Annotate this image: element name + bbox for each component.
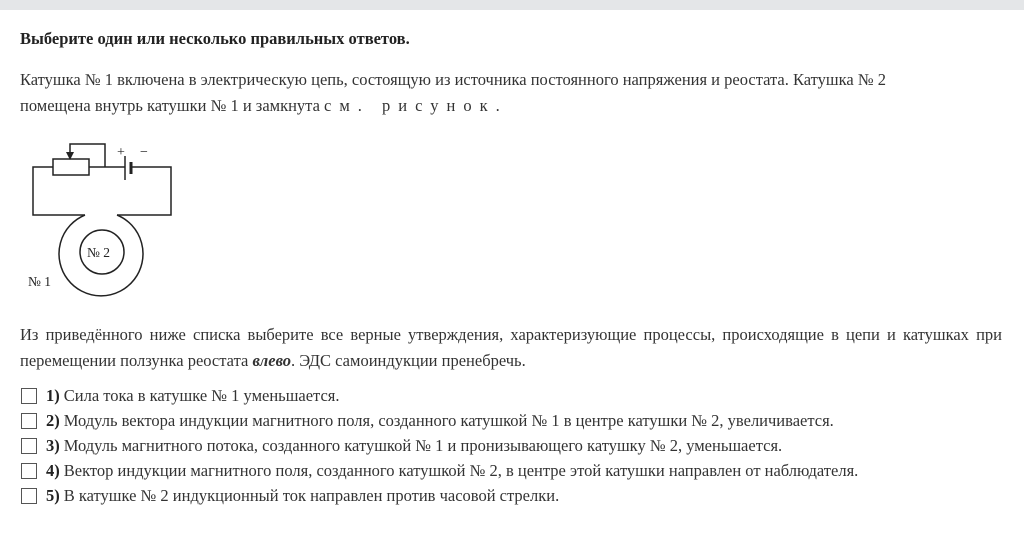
battery-minus-label: − (140, 145, 148, 160)
option-5-number: 5) (46, 485, 60, 505)
paragraph-2-end: . ЭДС самоиндукции пренебречь. (291, 351, 526, 370)
rheostat-slider (70, 144, 105, 167)
option-1-checkbox[interactable] (21, 388, 37, 404)
see-figure-text: см. рисунок. (324, 96, 508, 115)
option-4-checkbox[interactable] (21, 463, 37, 479)
option-2[interactable] (21, 408, 858, 433)
rheostat-resistor (53, 159, 89, 175)
circuit-diagram (25, 138, 185, 298)
paragraph-2-text: Из приведённого ниже списка выберите все верные утверждения, характеризующие процессы, происходящие в цепи и катушках при перемещении ползунка реостата (20, 325, 1002, 370)
paragraph-1-line-2-text: помещена внутрь катушки № 1 и замкнута (20, 96, 325, 115)
problem-paragraph-1 (20, 67, 1000, 119)
coil-2-label: № 2 (87, 245, 111, 260)
option-5-checkbox[interactable] (21, 488, 37, 504)
left-wire (33, 167, 85, 215)
option-2-number: 2) (46, 410, 60, 430)
battery-plus-label: + (117, 145, 125, 160)
top-strip (0, 0, 1024, 10)
option-3-number: 3) (46, 435, 60, 455)
option-4-text: Вектор индукции магнитного поля, созданного катушкой № 2, в центре этой катушки направлен от наблюдателя. (63, 460, 859, 480)
option-1-number: 1) (46, 385, 60, 405)
option-4[interactable] (21, 458, 858, 483)
answer-options (21, 383, 858, 508)
option-1-text: Сила тока в катушке № 1 уменьшается. (63, 385, 340, 405)
instruction-text: Выберите один или несколько правильных ответов. (20, 29, 410, 48)
option-1[interactable] (21, 383, 858, 408)
paragraph-1-line-2 (20, 93, 1000, 119)
option-2-text: Модуль вектора индукции магнитного поля, созданного катушкой № 1 в центре катушки № 2, увеличивается. (63, 410, 834, 430)
problem-paragraph-2 (20, 322, 1002, 374)
coil-1-label: № 1 (28, 274, 52, 289)
option-4-number: 4) (46, 460, 60, 480)
emphasis-word: влево (252, 351, 292, 370)
option-3-text: Модуль магнитного потока, созданного катушкой № 1 и пронизывающего катушку № 2, уменьшается. (63, 435, 783, 455)
option-5-text: В катушке № 2 индукционный ток направлен против часовой стрелки. (63, 485, 560, 505)
option-5[interactable] (21, 483, 858, 508)
option-3-checkbox[interactable] (21, 438, 37, 454)
paragraph-1-line-1: Катушка № 1 включена в электрическую цепь, состоящую из источника постоянного напряжения и реостата. Катушка № 2 (20, 70, 886, 89)
option-3[interactable] (21, 433, 858, 458)
option-2-checkbox[interactable] (21, 413, 37, 429)
